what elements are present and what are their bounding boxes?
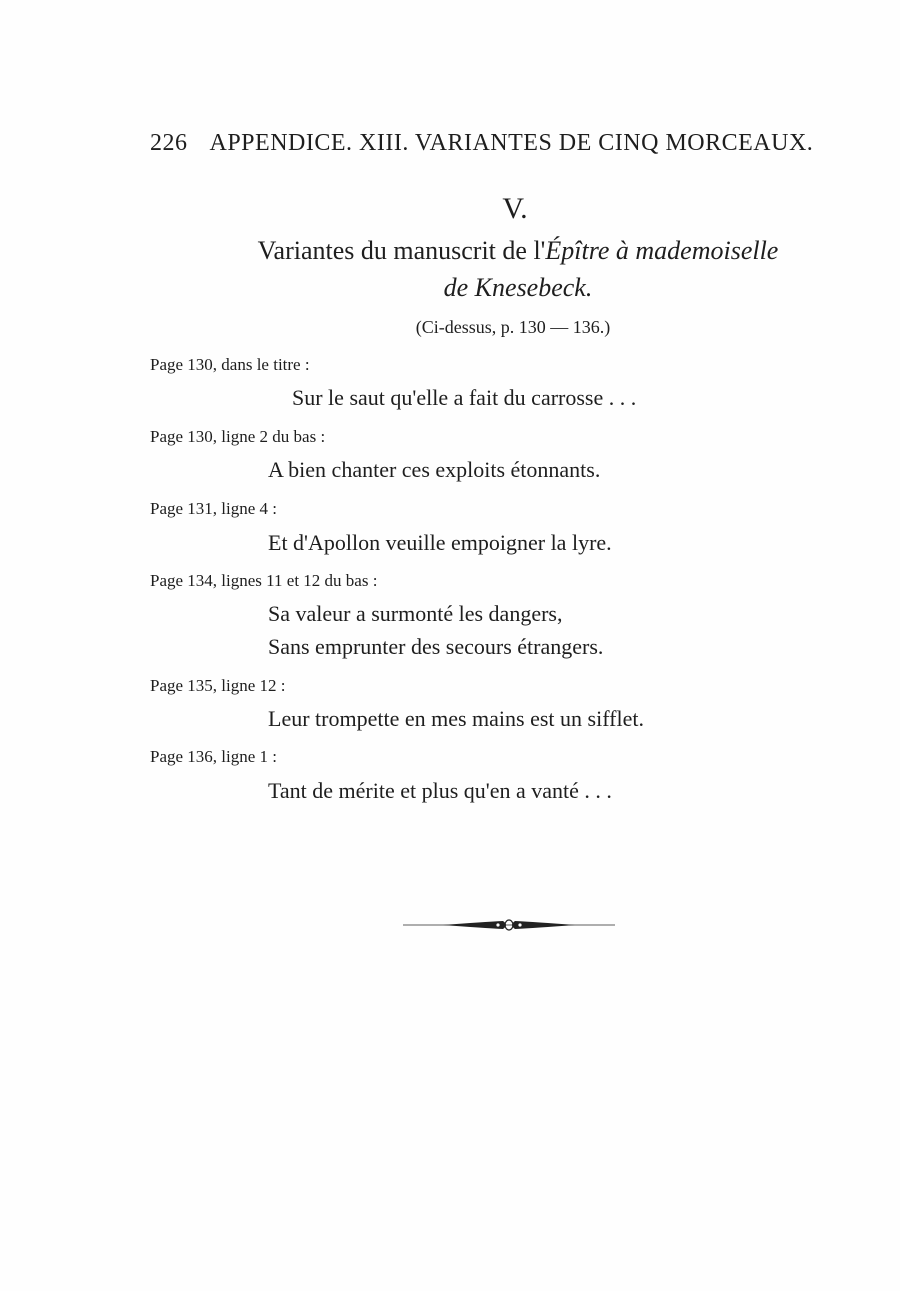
variant-line: A bien chanter ces exploits étonnants. <box>268 457 601 482</box>
page-reference: (Ci-dessus, p. 130 — 136.) <box>415 317 611 337</box>
variant-line: Sur le saut qu'elle a fait du carrosse . . . <box>292 385 637 410</box>
section-title-line-2 <box>0 273 900 303</box>
fleuron-icon <box>403 917 615 933</box>
section-number: V. <box>502 192 528 225</box>
variant-location: Page 131, ligne 4 : <box>150 499 278 518</box>
section-title-plain: Variantes du manuscrit de l' <box>257 236 546 265</box>
variant-location: Page 134, lignes 11 et 12 du bas : <box>150 571 378 590</box>
variant-location: Page 135, ligne 12 : <box>150 676 286 695</box>
variant-location: Page 130, dans le titre : <box>150 355 310 374</box>
variant-line: Sans emprunter des secours étrangers. <box>268 634 604 659</box>
variant-line: Et d'Apollon veuille empoigner la lyre. <box>268 530 612 555</box>
running-head <box>150 130 840 157</box>
page-number: 226 <box>150 130 188 156</box>
section-title-line-1 <box>0 236 900 266</box>
variant-line: Sa valeur a surmonté les dangers, <box>268 601 563 626</box>
section-title-italic: Épître à mademoiselle <box>545 236 779 265</box>
variant-location: Page 130, ligne 2 du bas : <box>150 427 326 446</box>
variant-line: Tant de mérite et plus qu'en a vanté . . . <box>268 778 612 803</box>
section-title-italic-continued: de Knesebeck. <box>443 273 593 302</box>
variant-location: Page 136, ligne 1 : <box>150 747 278 766</box>
running-head-text: APPENDICE. XIII. VARIANTES DE CINQ MORCEAUX. <box>209 130 814 156</box>
variant-line: Leur trompette en mes mains est un sifflet. <box>268 706 644 731</box>
